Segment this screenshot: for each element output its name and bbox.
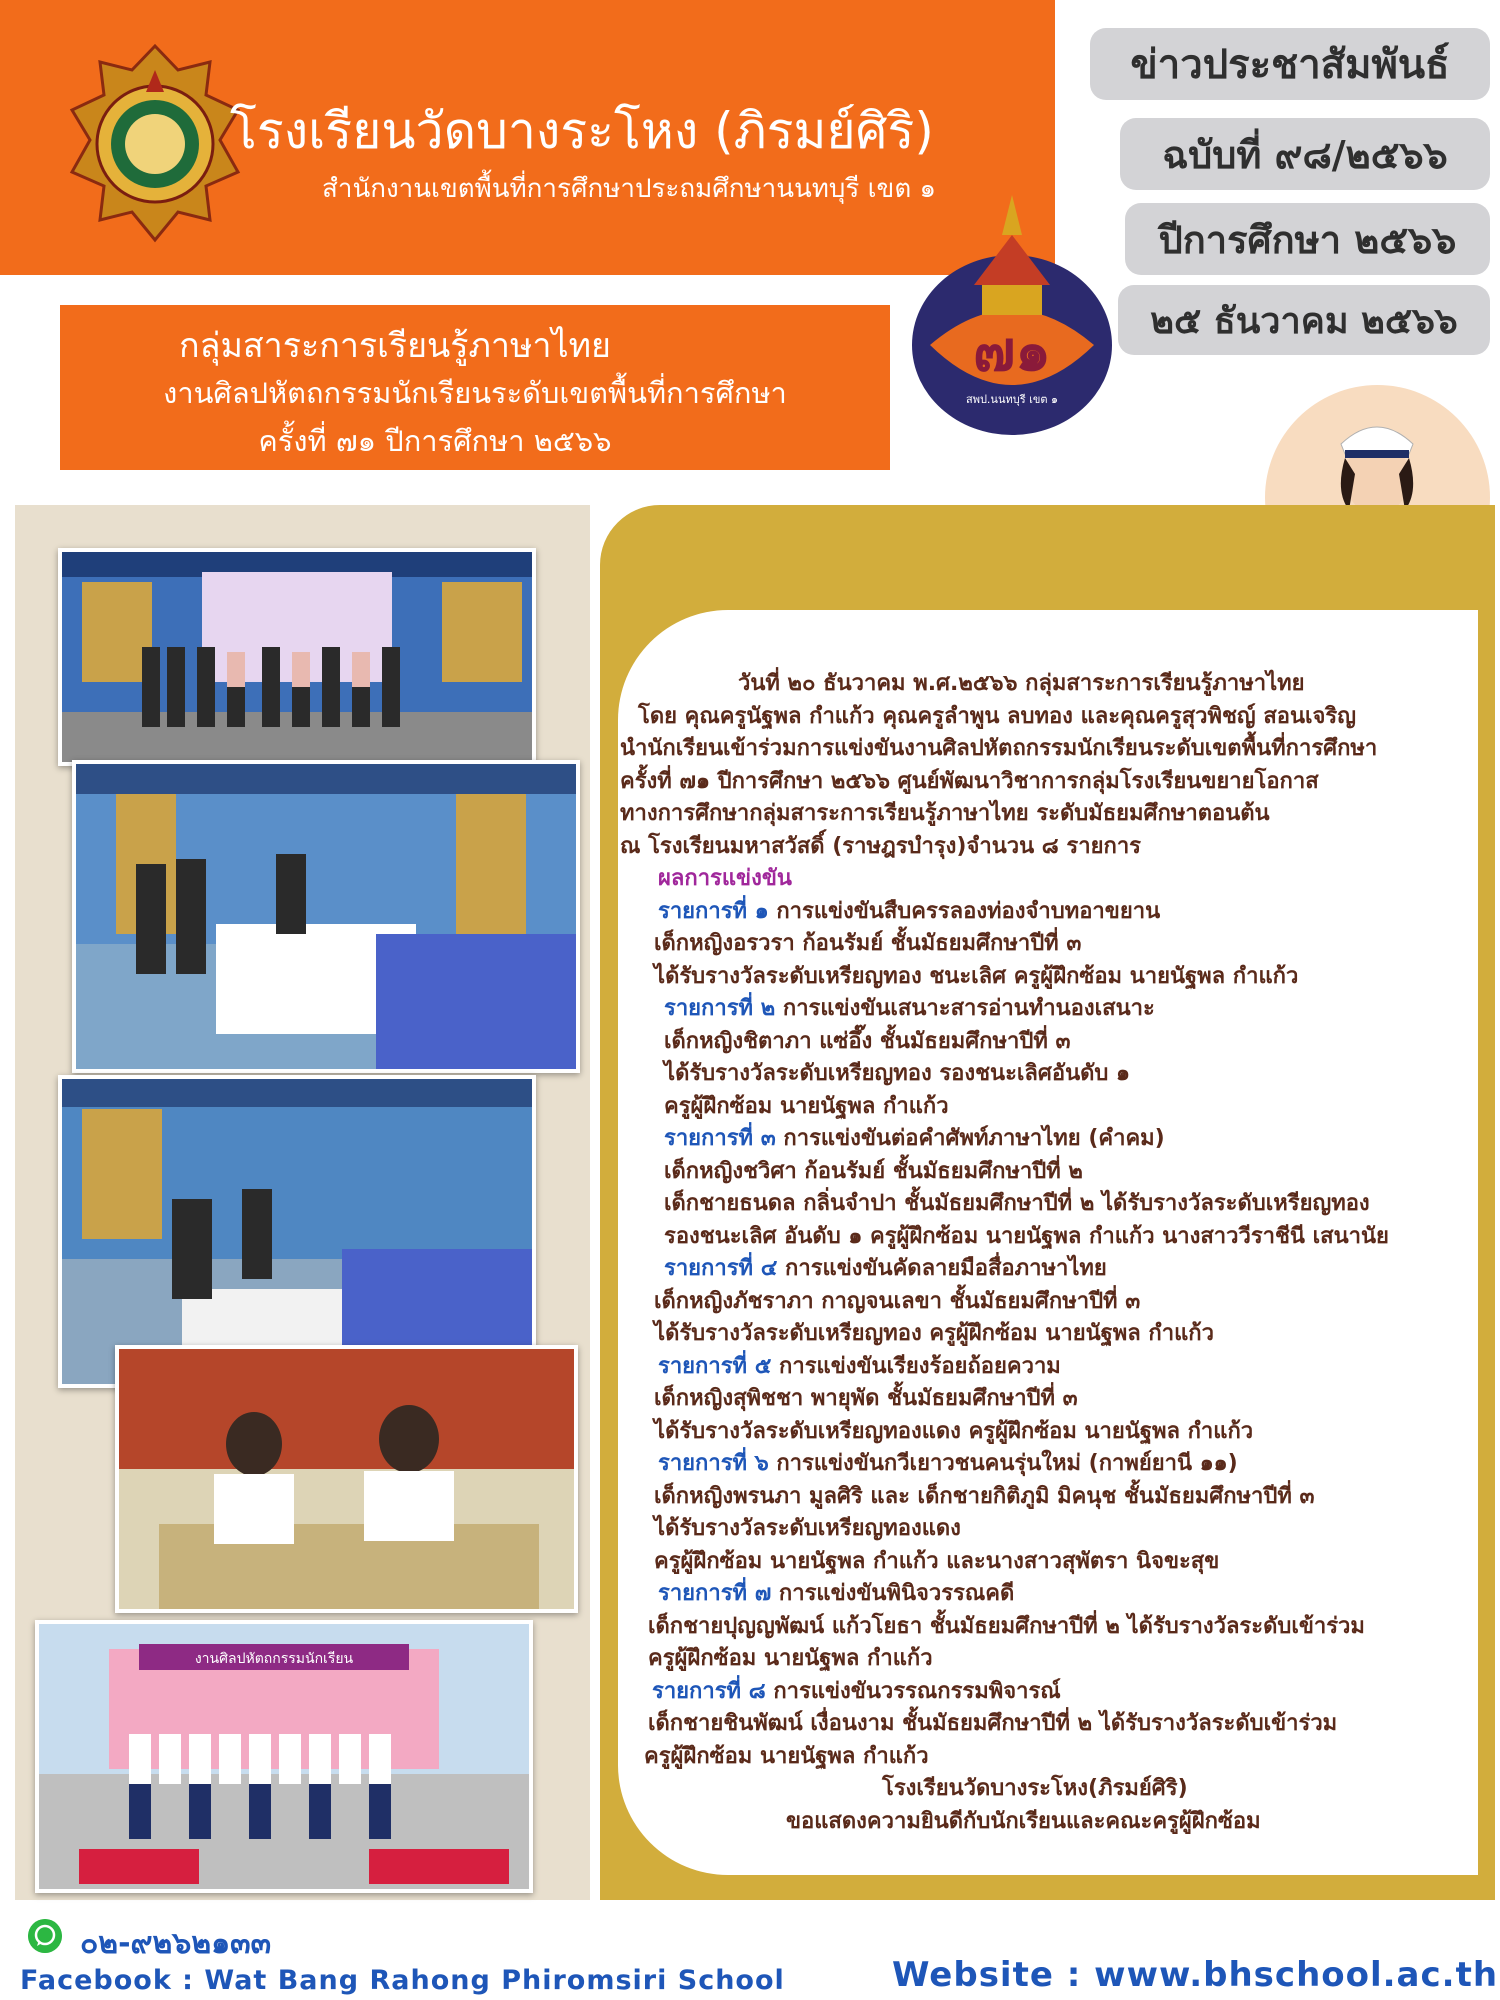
competition-table-photo <box>58 1075 536 1388</box>
item-line: ครูผู้ฝึกซ้อม นายนัฐพล กำแก้ว <box>644 1743 929 1769</box>
badge-number: ๗๑ <box>973 318 1051 384</box>
result-item-1 <box>620 896 1490 929</box>
intro-line: ทางการศึกษากลุ่มสาระการเรียนรู้ภาษาไทย ระดับมัธยมศึกษาตอนต้น <box>620 801 1270 826</box>
badge-area: สพป.นนทบุรี เขต ๑ <box>965 393 1059 406</box>
intro-line: นำนักเรียนเข้าร่วมการแข่งขันงานศิลปหัตถกรรมนักเรียนระดับเขตพื้นที่การศึกษา <box>620 736 1378 761</box>
result-item-2 <box>620 993 1490 1026</box>
item-line: เด็กหญิงพรนภา มูลศิริ และ เด็กชายกิติภูมิ มิคนุช ชั้นมัธยมศึกษาปีที่ ๓ <box>654 1483 1315 1509</box>
registration-photo <box>72 760 580 1073</box>
closing-message: ขอแสดงความยินดีกับนักเรียนและคณะครูผู้ฝึกซ้อม <box>786 1808 1261 1834</box>
item-line: ครูผู้ฝึกซ้อม นายนัฐพล กำแก้ว <box>648 1646 933 1671</box>
school-name: โรงเรียนวัดบางระโหง (ภิรมย์ศิริ) <box>230 102 934 160</box>
website-link[interactable]: Website : www.bhschool.ac.th <box>892 1955 1499 1995</box>
event-71-badge <box>900 195 1125 440</box>
item-line: ได้รับรางวัลระดับเหรียญทองแดง ครูผู้ฝึกซ้อม นายนัฐพล กำแก้ว <box>654 1418 1254 1444</box>
school-logo <box>60 40 250 250</box>
item-title: การแข่งขันเสนาะสารอ่านทำนองเสนาะ <box>775 996 1155 1021</box>
item-line: ได้รับรางวัลระดับเหรียญทอง รองชนะเลิศอันดับ ๑ <box>664 1061 1131 1086</box>
item-title: การแข่งขันพินิจวรรณคดี <box>771 1581 1015 1606</box>
item-title: การแข่งขันคัดลายมือสื่อภาษาไทย <box>777 1256 1107 1281</box>
item-label: รายการที่ ๓ <box>664 1126 776 1151</box>
whatsapp-icon <box>28 1919 62 1953</box>
item-line: เด็กหญิงชวิศา ก้อนรัมย์ ชั้นมัธยมศึกษาปีที่ ๒ <box>664 1158 1083 1184</box>
result-item-6 <box>620 1448 1490 1481</box>
item-label: รายการที่ ๖ <box>658 1451 769 1476</box>
item-line: เด็กชายชินพัฒน์ เงื่อนงาม ชั้นมัธยมศึกษาปีที่ ๒ ได้รับรางวัลระดับเข้าร่วม <box>648 1711 1338 1736</box>
item-line: ครูผู้ฝึกซ้อม นายนัฐพล กำแก้ว และนางสาวสุพัตรา นิจขะสุข <box>654 1548 1220 1574</box>
result-item-3 <box>620 1123 1490 1156</box>
news-date: ๒๕ ธันวาคม ๒๕๖๖ <box>1118 285 1490 355</box>
item-label: รายการที่ ๒ <box>664 996 776 1021</box>
item-line: ได้รับรางวัลระดับเหรียญทอง ชนะเลิศ ครูผู้ฝึกซ้อม นายนัฐพล กำแก้ว <box>654 963 1299 989</box>
item-label: รายการที่ ๔ <box>664 1256 778 1281</box>
item-title: การแข่งขันต่อคำศัพท์ภาษาไทย (คำคม) <box>775 1126 1165 1151</box>
result-item-4 <box>620 1253 1490 1286</box>
group-photo-teachers <box>58 548 536 766</box>
phone-number[interactable]: ๐๒-๙๒๖๒๑๓๓ <box>80 1926 272 1961</box>
item-title: การแข่งขันเรียงร้อยถ้อยความ <box>771 1353 1061 1379</box>
academic-year: ปีการศึกษา ๒๕๖๖ <box>1125 203 1490 275</box>
winners-group-photo <box>35 1620 533 1893</box>
results-heading: ผลการแข่งขัน <box>658 866 792 891</box>
subject-title: กลุ่มสาระการเรียนรู้ภาษาไทย <box>179 326 611 366</box>
intro-line: ณ โรงเรียนมหาสวัสดิ์ (ราษฎรบำรุง)จำนวน ๘ รายการ <box>620 833 1141 859</box>
item-label: รายการที่ ๗ <box>658 1581 772 1606</box>
item-line: เด็กหญิงสุพิชชา พายุพัด ชั้นมัธยมศึกษาปีที่ ๓ <box>654 1386 1078 1411</box>
education-office: สำนักงานเขตพื้นที่การศึกษาประถมศึกษานนทบุรี เขต ๑ <box>322 174 936 204</box>
item-title: การแข่งขันวรรณกรรมพิจารณ์ <box>765 1678 1061 1704</box>
intro-line: วันที่ ๒๐ ธันวาคม พ.ศ.๒๕๖๖ กลุ่มสาระการเรียนรู้ภาษาไทย <box>738 671 1305 696</box>
item-title: การแข่งขันสืบครรลองท่องจำบทอาขยาน <box>768 898 1161 924</box>
event-edition: ครั้งที่ ๗๑ ปีการศึกษา ๒๕๖๖ <box>258 424 612 458</box>
item-line: เด็กหญิงชิตาภา แซ่อึ๊ง ชั้นมัธยมศึกษาปีที่ ๓ <box>664 1028 1071 1054</box>
item-line: เด็กชายปุญญพัฒน์ แก้วโยธา ชั้นมัธยมศึกษาปีที่ ๒ ได้รับรางวัลระดับเข้าร่วม <box>648 1613 1365 1639</box>
item-line: รองชนะเลิศ อันดับ ๑ ครูผู้ฝึกซ้อม นายนัฐพล กำแก้ว นางสาววีราชีนี เสนานัย <box>664 1223 1389 1249</box>
item-title: การแข่งขันกวีเยาวชนคนรุ่นใหม่ (กาพย์ยานี ๑๑) <box>768 1451 1238 1476</box>
item-label: รายการที่ ๑ <box>658 898 769 924</box>
item-line: เด็กหญิงอรวรา ก้อนรัมย์ ชั้นมัธยมศึกษาปีที่ ๓ <box>654 931 1082 956</box>
item-line: เด็กหญิงภัชราภา กาญจนเลขา ชั้นมัธยมศึกษาปีที่ ๓ <box>654 1288 1141 1314</box>
photo-banner-text: งานศิลปหัตถกรรมนักเรียน <box>194 1651 354 1667</box>
closing-school: โรงเรียนวัดบางระโหง(ภิรมย์ศิริ) <box>882 1776 1188 1801</box>
facebook-link[interactable]: Facebook : Wat Bang Rahong Phiromsiri School <box>20 1965 785 1996</box>
item-line: ได้รับรางวัลระดับเหรียญทองแดง <box>654 1516 961 1541</box>
intro-line: โดย คุณครูนัฐพล กำแก้ว คุณครูลำพูน ลบทอง และคุณครูสุวพิชญ์ สอนเจริญ <box>638 703 1356 729</box>
intro-line: ครั้งที่ ๗๑ ปีการศึกษา ๒๕๖๖ ศูนย์พัฒนาวิชาการกลุ่มโรงเรียนขยายโอกาส <box>620 768 1319 794</box>
item-line: เด็กชายธนดล กลิ่นจำปา ชั้นมัธยมศึกษาปีที่ ๒ ได้รับรางวัลระดับเหรียญทอง <box>664 1191 1370 1216</box>
result-item-7 <box>620 1578 1490 1611</box>
students-writing-photo <box>115 1345 578 1613</box>
item-line: ครูผู้ฝึกซ้อม นายนัฐพล กำแก้ว <box>664 1093 949 1119</box>
item-line: ได้รับรางวัลระดับเหรียญทอง ครูผู้ฝึกซ้อม นายนัฐพล กำแก้ว <box>654 1321 1214 1346</box>
article-body <box>620 668 1490 1838</box>
result-item-5 <box>620 1351 1490 1384</box>
news-title: ข่าวประชาสัมพันธ์ <box>1090 28 1490 100</box>
result-item-8 <box>620 1676 1490 1709</box>
item-label: รายการที่ ๘ <box>652 1678 766 1704</box>
event-line: งานศิลปหัตถกรรมนักเรียนระดับเขตพื้นที่การศึกษา <box>163 376 787 410</box>
item-label: รายการที่ ๕ <box>658 1353 772 1379</box>
issue-number: ฉบับที่ ๙๘/๒๕๖๖ <box>1120 118 1490 190</box>
